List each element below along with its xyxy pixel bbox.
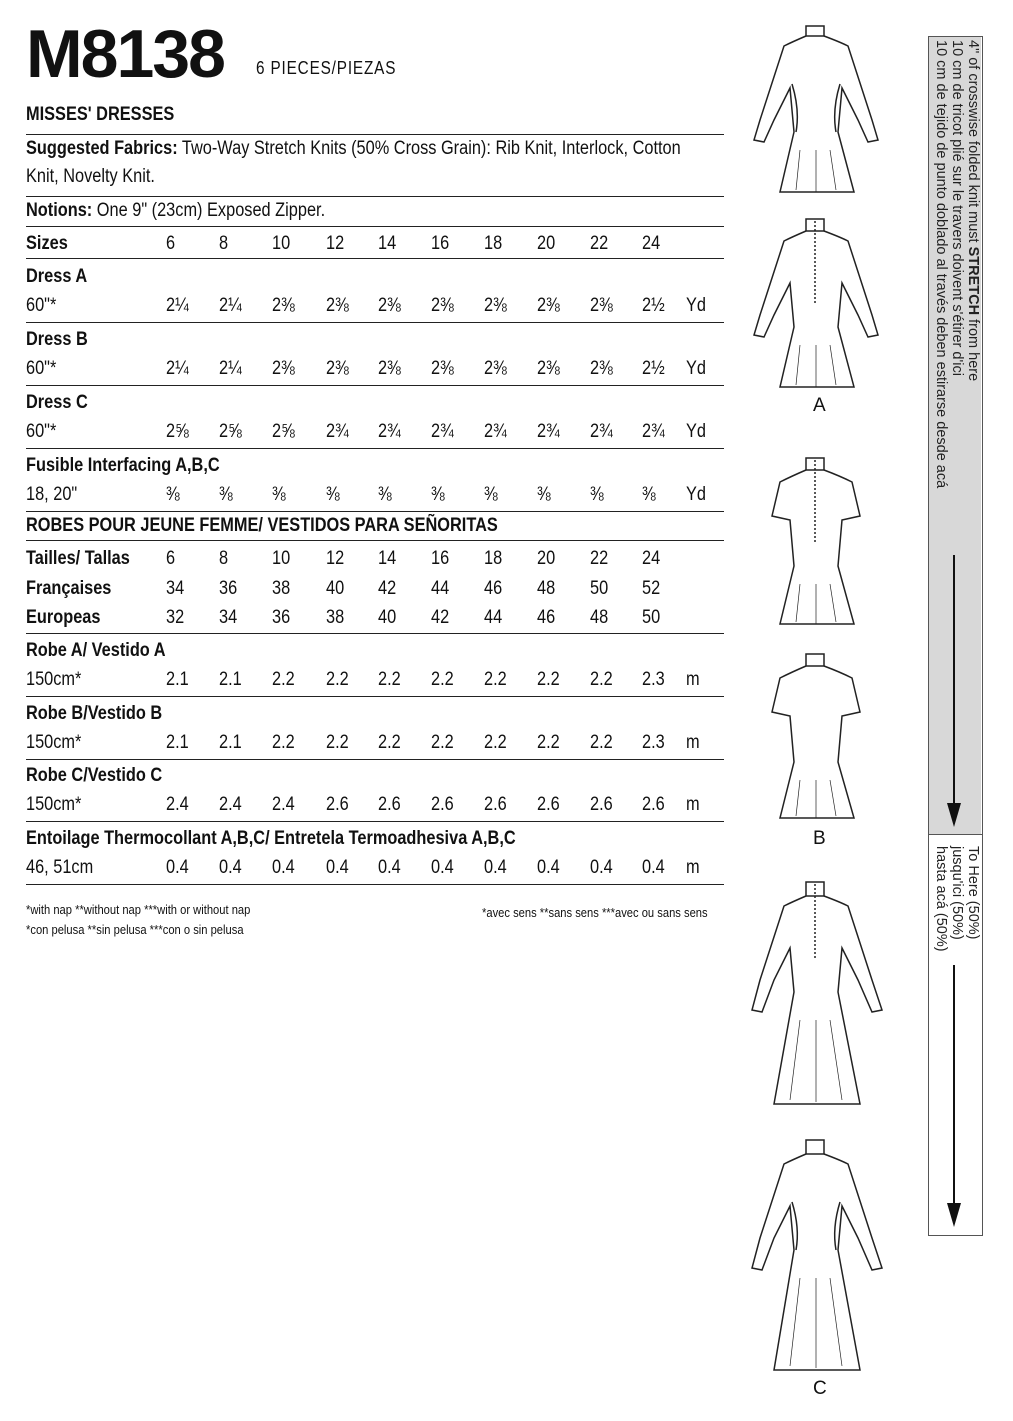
meter-value: 2.3 xyxy=(642,669,665,690)
meter-value: 2.4 xyxy=(219,794,242,815)
meter-value: 2.1 xyxy=(219,731,242,753)
yardage-value: 2⅜ xyxy=(272,295,295,316)
meter-value: 0.4 xyxy=(326,856,349,878)
european-size: 32 xyxy=(166,607,185,628)
fabric-width: 18, 20" xyxy=(26,484,78,505)
meter-value: 2.2 xyxy=(537,731,560,753)
meter-value: 2.2 xyxy=(326,731,349,753)
yardage-value: 2⅜ xyxy=(590,358,613,379)
size-header: 24 xyxy=(642,233,661,254)
european-size: 48 xyxy=(590,607,609,628)
french-size: 34 xyxy=(166,578,185,599)
divider xyxy=(26,540,724,541)
metric-row-name: Robe B/Vestido B xyxy=(26,702,163,724)
divider xyxy=(26,759,724,760)
size-header: 18 xyxy=(484,233,503,254)
yardage-value: 2½ xyxy=(642,295,665,316)
size-header: 22 xyxy=(590,233,609,254)
dress-c-front-illustration xyxy=(752,1140,882,1370)
divider xyxy=(26,385,724,386)
size-header: 10 xyxy=(272,233,291,254)
yardage-value: 2⅜ xyxy=(431,295,454,316)
size-header: 16 xyxy=(431,233,450,254)
metric-size-header: 8 xyxy=(219,548,229,569)
footnote-english: *with nap **without nap ***with or without nap xyxy=(26,902,251,917)
meter-value: 2.6 xyxy=(431,794,454,815)
meter-value: 2.4 xyxy=(272,794,295,815)
meter-value: 2.2 xyxy=(378,731,401,753)
unit-label: Yd xyxy=(686,484,706,505)
yardage-value: 2¾ xyxy=(537,421,560,442)
dress-a-back-illustration xyxy=(754,219,878,387)
yardage-value: ⅜ xyxy=(484,484,498,505)
divider xyxy=(26,196,724,197)
meter-value: 2.2 xyxy=(326,669,349,690)
yardage-value: ⅜ xyxy=(431,484,445,505)
fabrics-label: Suggested Fabrics: xyxy=(26,138,178,159)
fabric-width: 60"* xyxy=(26,295,57,316)
yardage-value: ⅜ xyxy=(642,484,656,505)
yardage-value: 2⅜ xyxy=(326,295,349,316)
arrow-down-icon xyxy=(944,555,964,830)
yardage-value: ⅜ xyxy=(590,484,604,505)
footnote-french: *avec sens **sans sens ***avec ou sans sens xyxy=(482,905,708,920)
metric-fabric-width: 150cm* xyxy=(26,794,82,815)
yardage-value: 2¼ xyxy=(219,295,242,316)
european-size: 40 xyxy=(378,607,397,628)
yardage-value: 2¼ xyxy=(219,358,242,379)
to-here-line-2: jusqu'ici (50%) xyxy=(949,846,965,940)
meter-value: 0.4 xyxy=(484,856,507,878)
yardage-value: 2¼ xyxy=(166,358,189,379)
european-size: 44 xyxy=(484,607,503,628)
meter-value: 2.1 xyxy=(219,669,242,690)
metric-size-header: 6 xyxy=(166,548,176,569)
meter-value: 2.6 xyxy=(484,794,507,815)
metric-sizes-label: Tailles/ Tallas xyxy=(26,548,130,569)
french-size: 52 xyxy=(642,578,661,599)
yardage-value: 2⅝ xyxy=(219,421,242,442)
meter-value: 2.6 xyxy=(537,794,560,815)
fabric-width: 60"* xyxy=(26,358,57,379)
meter-value: 2.1 xyxy=(166,731,189,753)
notions-line xyxy=(26,198,726,224)
meter-value: 2.2 xyxy=(590,669,613,690)
notions-label: Notions: xyxy=(26,200,93,221)
dress-a-front-illustration xyxy=(754,26,878,192)
stretch-line-3: 10 cm de tejido de punto doblado al través deben estirarse desde acá xyxy=(933,40,949,489)
sizes-label: Sizes xyxy=(26,233,68,254)
row-name: Dress A xyxy=(26,266,88,287)
divider xyxy=(26,696,724,697)
unit-label: Yd xyxy=(686,358,706,379)
metric-row-name: Entoilage Thermocollant A,B,C/ Entretela Termoadhesiva A,B,C xyxy=(26,827,516,849)
metric-size-header: 10 xyxy=(272,548,291,569)
meter-value: 2.2 xyxy=(537,669,560,690)
yardage-value: 2⅜ xyxy=(537,295,560,316)
europeas-label: Europeas xyxy=(26,607,101,628)
french-size: 40 xyxy=(326,578,345,599)
french-size: 36 xyxy=(219,578,238,599)
pattern-number: M8138 xyxy=(26,16,224,92)
fabrics-line2: Knit, Novelty Knit. xyxy=(26,166,155,187)
yardage-value: 2¾ xyxy=(326,421,349,442)
metric-fabric-width: 150cm* xyxy=(26,669,82,690)
yardage-value: 2¾ xyxy=(642,421,665,442)
metric-size-header: 22 xyxy=(590,548,609,569)
meter-value: 2.2 xyxy=(484,731,507,753)
divider xyxy=(26,258,724,259)
size-header: 12 xyxy=(326,233,345,254)
garment-illustrations xyxy=(740,20,910,1410)
unit-label: m xyxy=(686,669,700,690)
yardage-value: 2⅜ xyxy=(378,295,401,316)
divider xyxy=(26,322,724,323)
size-header: 6 xyxy=(166,233,176,254)
size-header: 14 xyxy=(378,233,397,254)
french-size: 38 xyxy=(272,578,291,599)
metric-size-header: 12 xyxy=(326,548,345,569)
french-size: 50 xyxy=(590,578,609,599)
yardage-value: ⅜ xyxy=(326,484,340,505)
metric-size-header: 18 xyxy=(484,548,503,569)
yardage-value: 2¾ xyxy=(484,421,507,442)
unit-label: Yd xyxy=(686,295,706,316)
francaises-label: Françaises xyxy=(26,578,112,599)
dress-b-back-illustration xyxy=(772,458,860,624)
to-here-line-3: hasta acá (50%) xyxy=(933,846,949,952)
french-size: 44 xyxy=(431,578,450,599)
meter-value: 2.6 xyxy=(642,794,665,815)
yardage-value: 2¾ xyxy=(590,421,613,442)
metric-size-header: 24 xyxy=(642,548,661,569)
divider xyxy=(26,884,724,885)
stretch-line-2: 10 cm de tricot plié sur le travers doivent s'étirer d'ici xyxy=(949,40,965,376)
fabrics-line1 xyxy=(26,136,726,162)
dress-b-front-illustration xyxy=(772,654,860,818)
metric-size-header: 20 xyxy=(537,548,556,569)
french-size: 48 xyxy=(537,578,556,599)
yardage-value: 2¾ xyxy=(378,421,401,442)
row-name: Dress C xyxy=(26,392,88,413)
meter-value: 0.4 xyxy=(642,856,665,878)
meter-value: 2.2 xyxy=(431,669,454,690)
figure-label-c: C xyxy=(813,1378,827,1399)
yardage-value: ⅜ xyxy=(272,484,286,505)
meter-value: 2.6 xyxy=(326,794,349,815)
meter-value: 0.4 xyxy=(537,856,560,878)
yardage-value: ⅜ xyxy=(219,484,233,505)
french-size: 42 xyxy=(378,578,397,599)
unit-label: Yd xyxy=(686,421,706,442)
meter-value: 0.4 xyxy=(431,856,454,878)
pattern-title: MISSES' DRESSES xyxy=(26,104,175,125)
yardage-value: 2⅜ xyxy=(431,358,454,379)
figure-label-b: B xyxy=(813,828,826,849)
yardage-value: 2⅜ xyxy=(484,358,507,379)
fabrics-text-1: Two-Way Stretch Knits (50% Cross Grain): Rib Knit, Interlock, Cotton xyxy=(181,138,681,159)
pieces-count: 6 PIECES/PIEZAS xyxy=(256,58,397,78)
metric-row-name: Robe A/ Vestido A xyxy=(26,640,166,661)
to-here-line-1: To Here (50%) xyxy=(965,846,981,940)
metric-row-name: Robe C/Vestido C xyxy=(26,765,163,786)
footnote-spanish: *con pelusa **sin pelusa ***con o sin pelusa xyxy=(26,922,244,937)
divider xyxy=(26,226,724,227)
meter-value: 0.4 xyxy=(166,856,189,878)
yardage-value: ⅜ xyxy=(378,484,392,505)
row-name: Dress B xyxy=(26,329,88,350)
meter-value: 0.4 xyxy=(590,856,613,878)
divider xyxy=(26,134,724,135)
size-header: 8 xyxy=(219,233,229,254)
european-size: 42 xyxy=(431,607,450,628)
yardage-value: 2⅜ xyxy=(537,358,560,379)
yardage-value: 2¼ xyxy=(166,295,189,316)
divider xyxy=(26,448,724,449)
metric-size-header: 16 xyxy=(431,548,450,569)
metric-fabric-width: 150cm* xyxy=(26,731,82,753)
yardage-value: ⅜ xyxy=(537,484,551,505)
european-size: 50 xyxy=(642,607,661,628)
meter-value: 2.2 xyxy=(431,731,454,753)
meter-value: 2.2 xyxy=(484,669,507,690)
arrow-down-icon xyxy=(944,965,964,1230)
metric-size-header: 14 xyxy=(378,548,397,569)
yardage-value: 2⅝ xyxy=(166,421,189,442)
yardage-value: 2⅜ xyxy=(272,358,295,379)
yardage-value: 2½ xyxy=(642,358,665,379)
row-name: Fusible Interfacing A,B,C xyxy=(26,455,220,476)
meter-value: 2.3 xyxy=(642,731,665,753)
metric-heading: ROBES POUR JEUNE FEMME/ VESTIDOS PARA SEÑORITAS xyxy=(26,515,498,536)
yardage-value: 2⅝ xyxy=(272,421,295,442)
meter-value: 2.1 xyxy=(166,669,189,690)
european-size: 46 xyxy=(537,607,556,628)
meter-value: 0.4 xyxy=(219,856,242,878)
meter-value: 0.4 xyxy=(272,856,295,878)
yardage-value: 2¾ xyxy=(431,421,454,442)
meter-value: 0.4 xyxy=(378,856,401,878)
notions-text: One 9" (23cm) Exposed Zipper. xyxy=(96,200,326,221)
unit-label: m xyxy=(686,794,700,815)
divider xyxy=(26,511,724,512)
fabric-width: 60"* xyxy=(26,421,57,442)
divider xyxy=(26,633,724,634)
french-size: 46 xyxy=(484,578,503,599)
meter-value: 2.6 xyxy=(378,794,401,815)
yardage-value: 2⅜ xyxy=(378,358,401,379)
european-size: 38 xyxy=(326,607,345,628)
figure-label-a: A xyxy=(813,395,826,416)
meter-value: 2.2 xyxy=(272,731,295,753)
yardage-value: ⅜ xyxy=(166,484,180,505)
meter-value: 2.2 xyxy=(378,669,401,690)
unit-label: m xyxy=(686,731,700,753)
metric-fabric-width: 46, 51cm xyxy=(26,856,94,878)
yardage-value: 2⅜ xyxy=(590,295,613,316)
european-size: 36 xyxy=(272,607,291,628)
divider xyxy=(26,821,724,822)
european-size: 34 xyxy=(219,607,238,628)
meter-value: 2.4 xyxy=(166,794,189,815)
stretch-line-1: 4" of crosswise folded knit must STRETCH from here xyxy=(965,40,981,382)
yardage-value: 2⅜ xyxy=(326,358,349,379)
meter-value: 2.6 xyxy=(590,794,613,815)
size-header: 20 xyxy=(537,233,556,254)
yardage-value: 2⅜ xyxy=(484,295,507,316)
meter-value: 2.2 xyxy=(590,731,613,753)
unit-label: m xyxy=(686,856,700,878)
dress-c-back-illustration xyxy=(752,882,882,1104)
meter-value: 2.2 xyxy=(272,669,295,690)
